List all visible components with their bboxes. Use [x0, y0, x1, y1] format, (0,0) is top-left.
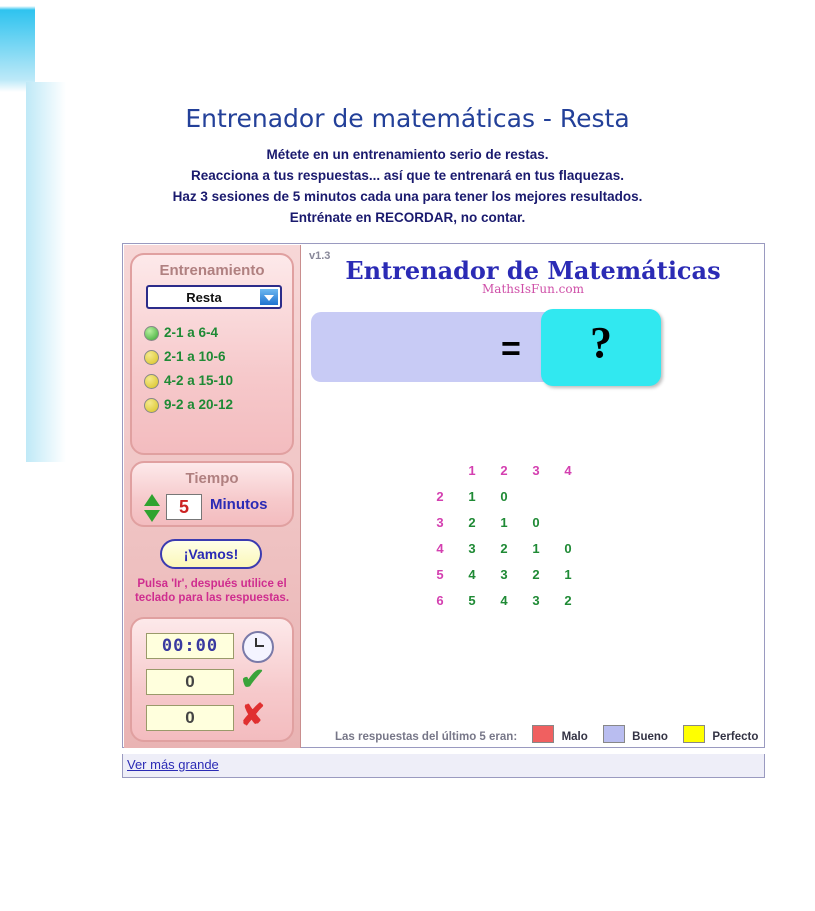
- facts-cell: 1: [564, 566, 572, 582]
- sidebar: [124, 245, 301, 748]
- intro-line-2: Reacciona a tus respuestas... así que te entrenará en tus flaquezas.: [191, 168, 624, 183]
- training-panel: [130, 253, 294, 455]
- facts-table: [423, 456, 585, 614]
- score-panel: [130, 617, 294, 742]
- answer-value: ?: [590, 318, 612, 367]
- operation-select-value: Resta: [186, 290, 222, 305]
- legend-label-good: Bueno: [632, 731, 668, 743]
- facts-cell: [521, 484, 551, 508]
- view-larger-link[interactable]: Ver más grande: [127, 757, 219, 772]
- time-control: [142, 493, 290, 523]
- decorative-left-gradient: [26, 82, 66, 462]
- time-stepper[interactable]: [144, 494, 160, 522]
- facts-col-header: 2: [500, 462, 508, 478]
- facts-cell: 2: [500, 540, 508, 556]
- facts-cell: 4: [500, 592, 508, 608]
- legend-caption: Las respuestas del último 5 eran:: [335, 731, 518, 743]
- equals-sign: =: [501, 330, 521, 368]
- app-subtitle: MathsIsFun.com: [482, 282, 584, 296]
- facts-col-header: 4: [564, 462, 572, 478]
- page-title: Entrenador de matemáticas - Resta: [185, 104, 630, 133]
- app-version: v1.3: [309, 250, 331, 262]
- facts-row-header: 5: [436, 566, 444, 582]
- facts-cell: 5: [468, 592, 476, 608]
- legend-label-bad: Malo: [561, 731, 588, 743]
- facts-header-row: [425, 458, 583, 482]
- facts-cell: 3: [532, 592, 540, 608]
- timer-display: 00:00: [146, 633, 234, 659]
- facts-col-header: 1: [468, 462, 476, 478]
- operation-select[interactable]: [146, 285, 282, 309]
- legend: [335, 725, 758, 743]
- correct-count: 0: [146, 669, 234, 695]
- facts-row: [425, 484, 583, 508]
- level-dot-icon: [144, 326, 159, 341]
- time-heading: Tiempo: [185, 470, 239, 487]
- keyboard-hint: Pulsa 'Ir', después utilice el teclado para las respuestas.: [134, 578, 290, 604]
- intro-line-1: Métete en un entrenamiento serio de restas.: [266, 147, 549, 162]
- facts-cell: 2: [532, 566, 540, 582]
- intro-line-4: Entrénate en RECORDAR, no contar.: [289, 210, 526, 225]
- facts-cell: 1: [532, 540, 540, 556]
- page-intro: [0, 144, 815, 228]
- legend-swatch-bad: [532, 725, 554, 743]
- level-dot-icon: [144, 398, 159, 413]
- clock-icon: [242, 631, 274, 663]
- facts-cell: 1: [500, 514, 508, 530]
- facts-row: [425, 510, 583, 534]
- facts-cell: 3: [500, 566, 508, 582]
- facts-row: [425, 562, 583, 586]
- arrow-down-icon[interactable]: [144, 510, 160, 522]
- facts-row-header: 6: [436, 592, 444, 608]
- legend-label-perfect: Perfecto: [712, 731, 759, 743]
- start-button[interactable]: ¡Vamos!: [160, 539, 262, 569]
- math-trainer-app: [122, 243, 765, 748]
- app-title: Entrenador de Matemáticas: [345, 256, 721, 285]
- arrow-up-icon[interactable]: [144, 494, 160, 506]
- facts-row-header: 3: [436, 514, 444, 530]
- legend-swatch-good: [603, 725, 625, 743]
- chevron-down-icon[interactable]: [259, 288, 279, 306]
- facts-row-header: 2: [436, 488, 444, 504]
- cross-icon: ✘: [240, 699, 266, 732]
- facts-row: [425, 536, 583, 560]
- facts-cell: 0: [500, 488, 508, 504]
- facts-cell: 3: [468, 540, 476, 556]
- facts-cell: 0: [564, 540, 572, 556]
- wrong-count: 0: [146, 705, 234, 731]
- level-dot-icon: [144, 350, 159, 365]
- facts-cell: 2: [468, 514, 476, 530]
- answer-input-box[interactable]: [541, 309, 661, 386]
- facts-cell: 4: [468, 566, 476, 582]
- intro-line-3: Haz 3 sesiones de 5 minutos cada una para tener los mejores resultados.: [172, 189, 643, 204]
- training-heading: Entrenamiento: [159, 262, 265, 279]
- time-panel: [130, 461, 294, 527]
- facts-cell: [553, 484, 583, 508]
- level-label: 9-2 a 20-12: [164, 397, 234, 412]
- facts-corner: [425, 458, 455, 482]
- level-label: 4-2 a 15-10: [164, 373, 234, 388]
- facts-cell: [553, 510, 583, 534]
- facts-cell: 2: [564, 592, 572, 608]
- link-bar: [122, 754, 765, 778]
- facts-cell: 1: [468, 488, 476, 504]
- time-value[interactable]: 5: [166, 494, 202, 520]
- level-label: 2-1 a 6-4: [164, 325, 219, 340]
- facts-cell: 0: [532, 514, 540, 530]
- facts-row-header: 4: [436, 540, 444, 556]
- check-icon: ✔: [240, 663, 266, 696]
- level-dot-icon: [144, 374, 159, 389]
- level-label: 2-1 a 10-6: [164, 349, 226, 364]
- facts-col-header: 3: [532, 462, 540, 478]
- legend-swatch-perfect: [683, 725, 705, 743]
- time-unit-label: Minutos: [210, 496, 268, 513]
- facts-row: [425, 588, 583, 612]
